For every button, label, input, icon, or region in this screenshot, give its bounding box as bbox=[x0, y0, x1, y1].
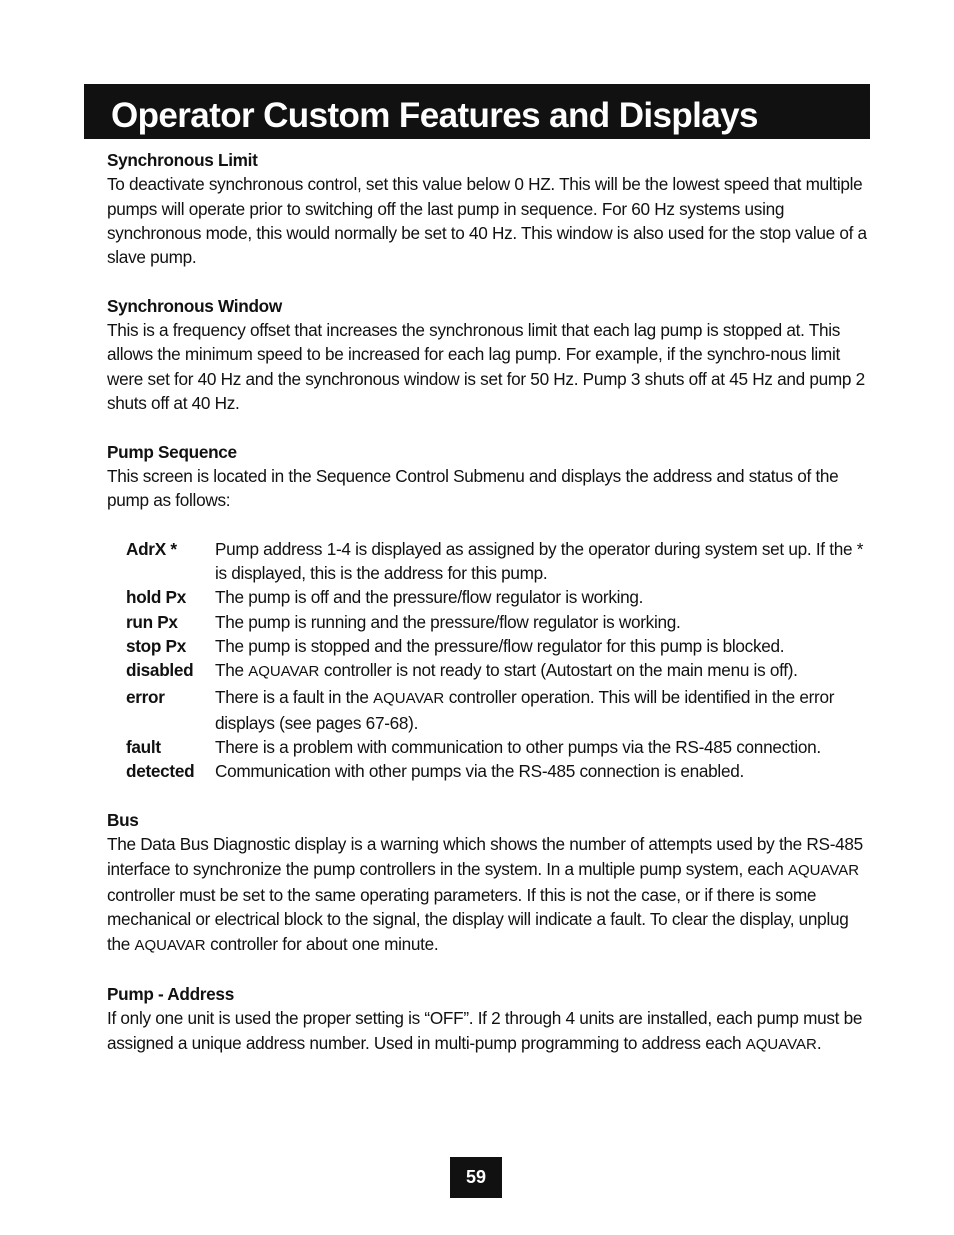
section-heading: Pump - Address bbox=[107, 984, 234, 1005]
section-synchronous-window bbox=[107, 294, 869, 415]
definition-term: AdrX * bbox=[126, 538, 177, 559]
definition-desc: The AQUAVAR controller is not ready to start (Autostart on the main menu is off). bbox=[215, 660, 798, 681]
section-heading: Bus bbox=[107, 810, 139, 831]
section-synchronous-limit bbox=[107, 148, 869, 269]
header-bar bbox=[84, 84, 870, 139]
definition-row bbox=[126, 585, 869, 609]
section-heading: Synchronous Limit bbox=[107, 150, 258, 170]
definition-term: detected bbox=[126, 761, 195, 782]
definition-desc: Pump address 1-4 is displayed as assigned by the operator during system set up. If the * is displayed, this is the address for this pump. bbox=[215, 538, 864, 584]
section-heading: Pump Sequence bbox=[107, 441, 237, 462]
section-pump-sequence bbox=[107, 440, 869, 784]
section-heading: Synchronous Window bbox=[107, 295, 282, 316]
definition-row bbox=[126, 685, 869, 736]
section-body: The Data Bus Diagnostic display is a warning which shows the number of attempts used by the RS-485 interface to synchronize the pump controllers in the system. In a multiple pump system, each AQUAVAR controller must be set to the same operating parameters. If this is not the case, or if there is some mechanical or electrical block to the signal, the display will indicate a fault. To clear the display, unplug the AQUAVAR controller for about one minute. bbox=[107, 834, 863, 954]
status-definition-list bbox=[126, 537, 869, 784]
brand-name: AQUAVAR bbox=[745, 1035, 817, 1053]
section-body: If only one unit is used the proper setting is “OFF”. If 2 through 4 units are installed, each pump must be assigned a unique address number. Used in multi-pump programming to address each AQUAVAR. bbox=[107, 1008, 863, 1053]
definition-row bbox=[126, 610, 869, 634]
definition-row bbox=[126, 634, 869, 658]
page-number: 59 bbox=[450, 1157, 502, 1198]
definition-row bbox=[126, 735, 869, 759]
section-body: This is a frequency offset that increases the synchronous limit that each lag pump is stopped at. This allows the minimum speed to be increased for each lag pump. For example, if the synchro-nous limit were set for 40 Hz and the synchronous window is set for 50 Hz. Pump 3 shuts off at 45 Hz and pump 2 shuts off at 40 Hz. bbox=[107, 320, 865, 413]
brand-name: AQUAVAR bbox=[134, 936, 206, 954]
section-bus bbox=[107, 808, 869, 958]
definition-row bbox=[126, 658, 869, 684]
definition-term: hold Px bbox=[126, 587, 186, 608]
definition-desc: There is a fault in the AQUAVAR controller operation. This will be identified in the error displays (see pages 67-68). bbox=[215, 686, 835, 733]
brand-name: AQUAVAR bbox=[373, 689, 445, 707]
definition-desc: The pump is running and the pressure/flow regulator is working. bbox=[215, 611, 681, 632]
page-title: Operator Custom Features and Displays bbox=[111, 96, 758, 135]
section-body: This screen is located in the Sequence Control Submenu and displays the address and status of the pump as follows: bbox=[107, 465, 839, 511]
definition-desc: The pump is off and the pressure/flow regulator is working. bbox=[215, 587, 644, 608]
definition-desc: The pump is stopped and the pressure/flow regulator for this pump is blocked. bbox=[215, 635, 785, 656]
definition-desc: There is a problem with communication to other pumps via the RS-485 connection. bbox=[215, 737, 821, 758]
definition-row bbox=[126, 537, 869, 586]
section-body: To deactivate synchronous control, set this value below 0 HZ. This will be the lowest speed that multiple pumps will operate prior to switching off the last pump in sequence. For 60 Hz systems using synchronous mode, this would normally be set to 40 Hz. This window is also used for the stop value of a slave pump. bbox=[107, 174, 867, 268]
brand-name: AQUAVAR bbox=[787, 861, 860, 879]
section-pump-address bbox=[107, 982, 869, 1057]
definition-term: stop Px bbox=[126, 635, 186, 656]
definition-term: error bbox=[126, 686, 165, 707]
definition-term: run Px bbox=[126, 611, 178, 632]
definition-term: fault bbox=[126, 737, 161, 758]
brand-name: AQUAVAR bbox=[248, 663, 320, 681]
definition-desc: Communication with other pumps via the RS-485 connection is enabled. bbox=[215, 761, 744, 782]
definition-row bbox=[126, 759, 869, 783]
page-content bbox=[107, 148, 869, 1057]
definition-term: disabled bbox=[126, 660, 194, 681]
